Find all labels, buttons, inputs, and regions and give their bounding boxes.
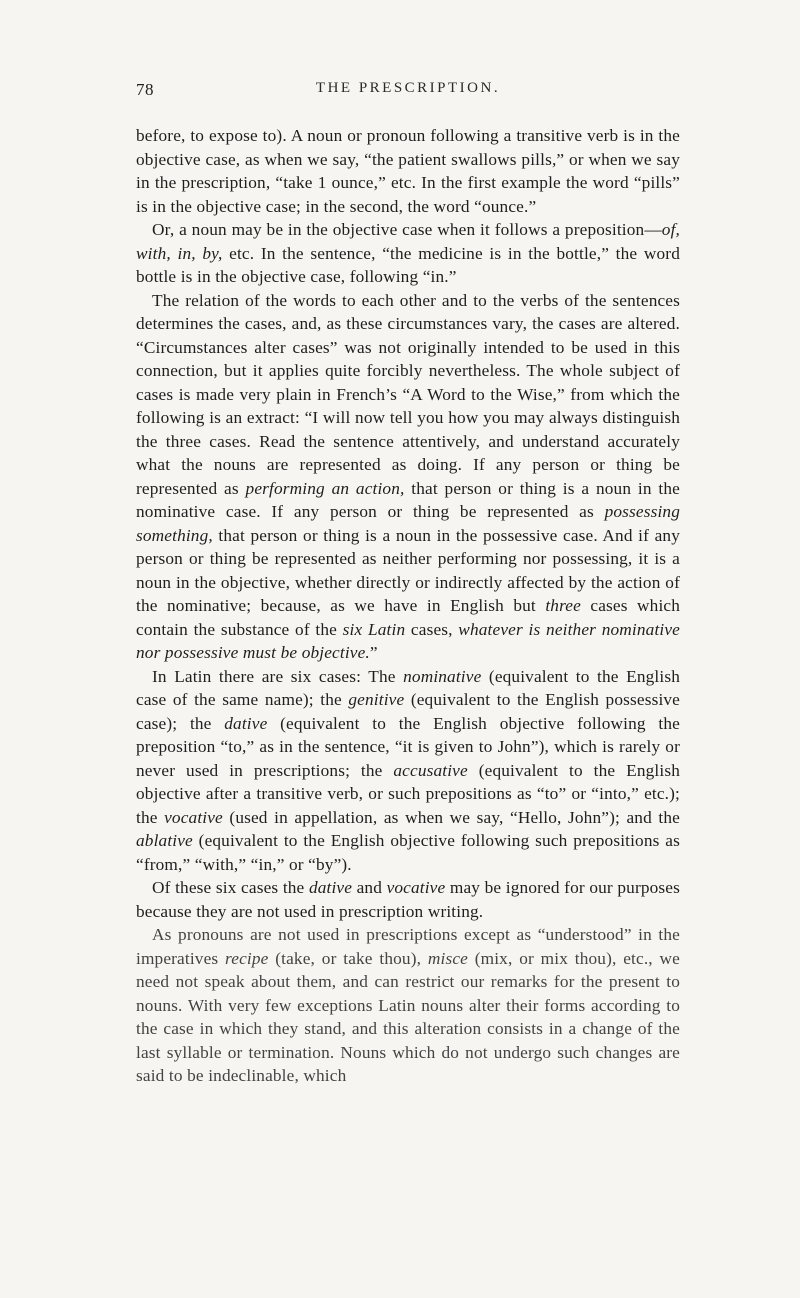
text-run: (used in appellation, as when we say, “Hello, John”); and the [222, 807, 680, 827]
text-run: Of these six cases the [152, 878, 309, 897]
italic-text: ablative [136, 831, 193, 850]
italic-text: nominative [403, 666, 482, 686]
text-run: that person or thing is a noun in the possessive case. And if any person or thing be represented as neither performing nor possessing, it is a noun in the objective, whether directly or indirectly affected by the action of the nominative; because, as we have in English but [136, 525, 680, 615]
text-run: and [352, 878, 387, 897]
italic-text: performing an action, [245, 478, 405, 498]
italic-text: possessing something, [136, 502, 680, 545]
italic-text: recipe [225, 948, 269, 968]
italic-text: of, with, in, by, [136, 220, 680, 263]
text-run: ” [369, 643, 378, 662]
italic-text: accusative [393, 760, 468, 780]
page-number: 78 [136, 80, 154, 99]
italic-text: genitive [348, 690, 405, 709]
text-run: cases which contain the substance of the [136, 596, 681, 639]
page-header [136, 80, 680, 104]
text-run: (take, or take thou), [268, 948, 428, 968]
paragraph-4 [136, 665, 680, 877]
text-run: Or, a noun may be in the objective case when it follows a preposition— [152, 220, 662, 239]
text-run: may be ignored for our purposes because they are not used in prescription writing. [136, 878, 680, 921]
italic-text: dative [308, 878, 353, 897]
text-run: that person or thing is a noun in the nominative case. If any person or thing be represented as [136, 478, 680, 521]
text-run: cases, [405, 619, 459, 639]
italic-text: whatever is neither nominative nor possessive must be objective. [136, 619, 680, 662]
text-run: (equivalent to the English objective following the preposition “to,” as in the sentence, “it is given to John”), which is rarely or never used in prescriptions; the [136, 713, 680, 780]
paragraph-5 [136, 876, 680, 923]
paragraph-3 [136, 289, 680, 665]
text-run: As pronouns are not used in prescriptions except as “understood” in the imperatives [136, 925, 680, 968]
italic-text: misce [427, 948, 468, 968]
italic-text: vocative [386, 878, 446, 897]
italic-text: vocative [164, 807, 223, 827]
running-head: THE PRESCRIPTION. [315, 80, 501, 96]
text-run: In Latin there are six cases: The [152, 666, 404, 686]
paragraph-2 [136, 218, 680, 289]
text-run: (mix, or mix thou), etc., we need not speak about them, and can restrict our remarks for the present to nouns. With very few exceptions Latin nouns alter their forms according to the case in which they stand, and this alteration consists in a change of the last syllable or termination. Nouns which do not undergo such changes are said to be indeclinable, which [136, 948, 680, 1085]
text-run: before, to expose to). A noun or pronoun following a transitive verb is in the objective case, as when we say, “the patient swallows pills,” or when we say in the prescription, “take 1 ounce,” etc. In the first example the word “pills” is in the objective case; in the second, the word “ounce.” [136, 126, 680, 216]
italic-text: dative [224, 713, 268, 733]
text-run: (equivalent to the English case of the same name); the [136, 666, 680, 709]
text-run: etc. In the sentence, “the medicine is in the bottle,” the word bottle is in the objective case, following “in.” [136, 243, 680, 286]
paragraph-6 [136, 923, 680, 1088]
text-run: (equivalent to the English possessive case); the [136, 690, 681, 733]
text-run: (equivalent to the English objective after a transitive verb, or such prepositions as “to” or “into,” etc.); the [136, 760, 680, 827]
paragraph-1 [136, 124, 680, 218]
italic-text: six Latin [342, 619, 406, 639]
italic-text: three [545, 596, 581, 615]
body-text [136, 124, 680, 1088]
text-run: (equivalent to the English objective following such prepositions as “from,” “with,” “in,” or “by”). [136, 831, 680, 874]
text-run: The relation of the words to each other and to the verbs of the sentences determines the cases, and, as these circumstances vary, the cases are altered. “Circumstances alter cases” was not originally intended to be used in this connection, but it applies quite forcibly nevertheless. The whole subject of cases is made very plain in French’s “A Word to the Wise,” from which the following is an extract: “I will now tell you how you may always distinguish the three cases. Read the sentence attentively, and understand accurately what the nouns are represented as doing. If any person or thing be represented as [136, 290, 680, 498]
